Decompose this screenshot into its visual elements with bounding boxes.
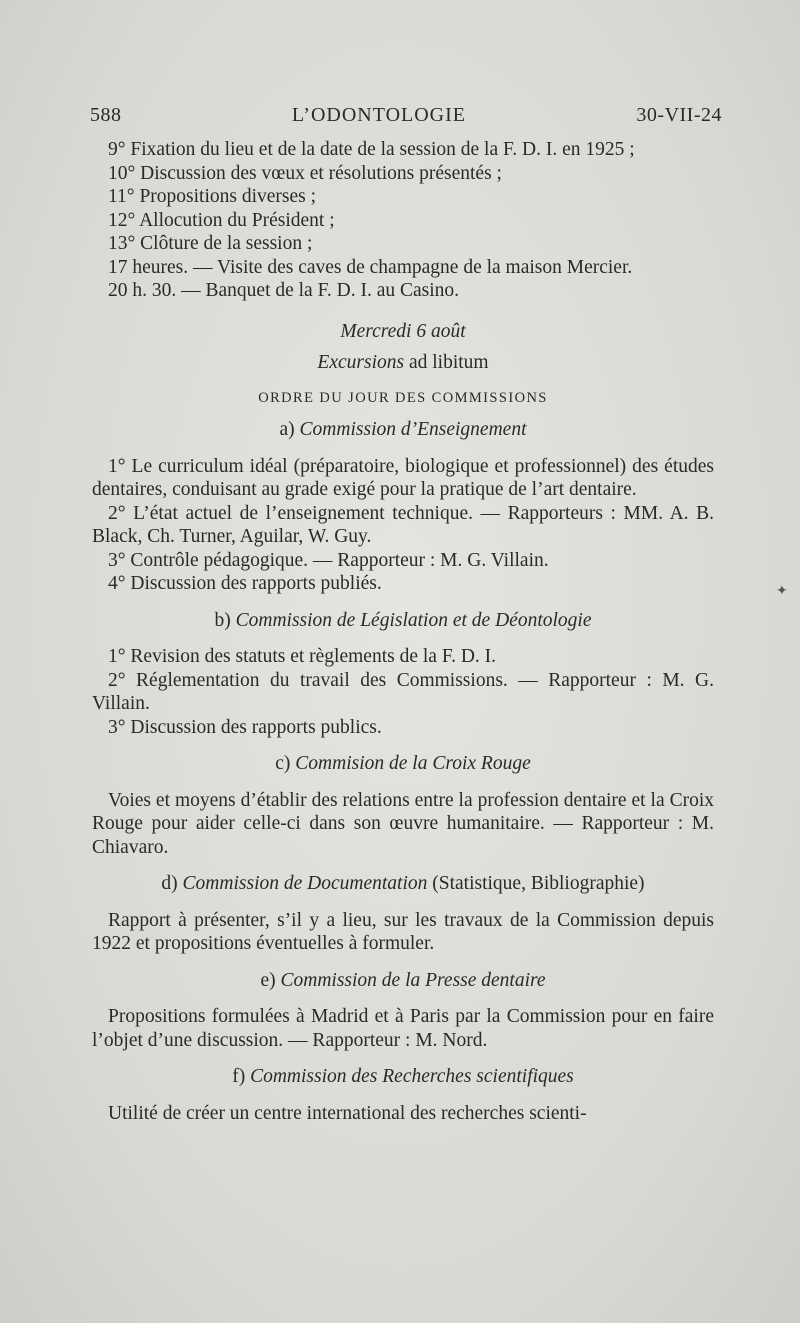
page-body (92, 138, 714, 1125)
commission-item: Propositions formulées à Madrid et à Paris par la Commission pour en faire l’objet d’une discussion. — Rapporteur : M. Nord. (92, 1006, 714, 1051)
commission-heading: f) Commission des Recherches scientifiques (232, 1066, 574, 1087)
journal-title: L’ODONTOLOGIE (291, 104, 466, 126)
commission-item: 2° L’état actuel de l’enseignement technique. — Rapporteurs : MM. A. B. Black, Ch. Turner, Aguilar, W. Guy. (92, 502, 714, 547)
agenda-item: 11° Propositions diverses ; (108, 186, 317, 207)
margin-mark-icon: ✦ (776, 584, 788, 599)
day-heading: Mercredi 6 août (340, 320, 466, 342)
commission-item: 1° Le curriculum idéal (préparatoire, biologique et professionnel) des études dentaires, conduisant au grade exigé pour la pratique de l’art dentaire. (92, 455, 714, 500)
commission-item: 4° Discussion des rapports publiés. (108, 573, 382, 594)
agenda-item: 13° Clôture de la session ; (108, 233, 313, 254)
commission-item: 2° Réglementation du travail des Commissions. — Rapporteur : M. G. Villain. (92, 669, 714, 714)
commission-item: 3° Discussion des rapports publics. (108, 716, 382, 738)
commission-item: Voies et moyens d’établir des relations entre la profession dentaire et la Croix Rouge pour aider celle-ci dans son œuvre humanitaire. — Rapporteur : M. Chiavaro. (92, 789, 714, 858)
excursions-line (92, 351, 714, 375)
commission-item: Utilité de créer un centre international des recherches scienti- (108, 1102, 587, 1124)
commission-item: Rapport à présenter, s’il y a lieu, sur les travaux de la Commission depuis 1922 et propositions éventuelles à formuler. (92, 909, 714, 954)
commission-heading: d) Commission de Documentation (Statistique, Bibliographie) (161, 873, 645, 894)
agenda-item: 9° Fixation du lieu et de la date de la session de la F. D. I. en 1925 ; (108, 139, 635, 160)
commission-heading: c) Commision de la Croix Rouge (275, 753, 531, 774)
excursions-label: Excursions (317, 352, 405, 373)
running-header (90, 104, 722, 127)
commission-item: 1° Revision des statuts et règlements de la F. D. I. (108, 646, 497, 667)
agenda-item: 12° Allocution du Président ; (108, 209, 335, 231)
commission-heading: e) Commission de la Presse dentaire (260, 969, 546, 991)
page-number: 588 (90, 104, 122, 126)
agenda-item: 17 heures. — Visite des caves de champagne de la maison Mercier. (108, 256, 633, 278)
commission-heading: a) Commission d’Enseignement (279, 419, 527, 440)
issue-date: 30-VII-24 (636, 104, 722, 126)
agenda-item: 10° Discussion des vœux et résolutions présentés ; (108, 162, 502, 184)
agenda-item: 20 h. 30. — Banquet de la F. D. I. au Casino. (108, 280, 460, 301)
commission-item: 3° Contrôle pédagogique. — Rapporteur : M. G. Villain. (108, 549, 549, 571)
excursions-rest: ad libitum (404, 352, 489, 373)
commission-heading: b) Commission de Législation et de Déontologie (214, 609, 592, 631)
ordre-heading: ORDRE DU JOUR DES COMMISSIONS (258, 389, 548, 406)
